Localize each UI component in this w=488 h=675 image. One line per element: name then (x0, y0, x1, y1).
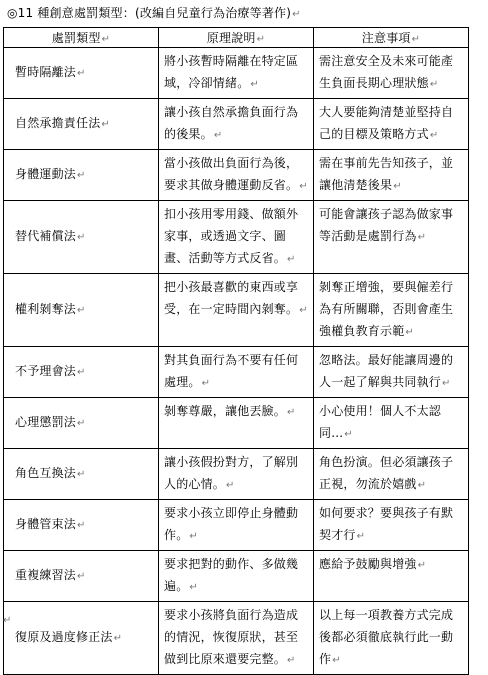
row-principle-cell: 當小孩做出負面行為後，要求其做身體運動反省。↵ (159, 150, 314, 201)
row-note-cell: 應給予鼓勵與增強↵ (314, 551, 469, 602)
row-principle-cell: 要求小孩立即停止身體動作。↵ (159, 500, 314, 551)
row-type-cell: 權利剝奪法↵ (4, 274, 159, 347)
row-principle-cell: 要求小孩將負面行為造成的情況，恢復原狀，甚至做到比原來還要完整。↵ (159, 602, 314, 675)
header-principle: 原理說明↵ (159, 28, 314, 48)
paragraph-mark-icon: ↵ (292, 9, 301, 20)
header-type: 處罰類型↵ (4, 28, 159, 48)
row-type-cell: 不予理會法↵ (4, 347, 159, 398)
row-type-cell: 身體運動法↵ (4, 150, 159, 201)
table-row (4, 150, 469, 201)
table-row (4, 48, 469, 99)
row-note-cell: 需注意安全及未來可能產生負面長期心理狀態↵ (314, 48, 469, 99)
row-principle-cell: 要求把對的動作、多做幾遍。↵ (159, 551, 314, 602)
table-row (4, 449, 469, 500)
table-row (4, 602, 469, 675)
table-row (4, 551, 469, 602)
row-note-cell: 需在事前先告知孩子，並讓他清楚後果↵ (314, 150, 469, 201)
table-row (4, 347, 469, 398)
row-principle-cell: 扣小孩用零用錢、做額外家事，或透過文字、圖畫、活動等方式反省。↵ (159, 201, 314, 274)
row-note-cell: 剝奪正增強，要與僱差行為有所關聯，否則會產生強權負教育示範↵ (314, 274, 469, 347)
table-row (4, 398, 469, 449)
row-principle-cell: 將小孩暫時隔離在特定區域，冷卻情緒。↵ (159, 48, 314, 99)
row-note-cell: 如何要求？要與孩子有默契才行↵ (314, 500, 469, 551)
row-note-cell: 以上每一項教養方式完成後都必須徹底執行此一動作↵ (314, 602, 469, 675)
header-note: 注意事項↵ (314, 28, 469, 48)
row-type-cell: 暫時隔離法↵ (4, 48, 159, 99)
row-principle-cell: 剝奪尊嚴，讓他丟臉。↵ (159, 398, 314, 449)
row-type-cell: 自然承擔責任法↵ (4, 99, 159, 150)
row-note-cell: 忽略法。最好能讓周邊的人一起了解與共同執行↵ (314, 347, 469, 398)
row-note-cell: 大人要能夠清楚並堅持自己的目標及策略方式↵ (314, 99, 469, 150)
row-note-cell: 角色扮演。但必須讓孩子正視，勿流於嬉戲↵ (314, 449, 469, 500)
row-principle-cell: 讓小孩自然承擔負面行為的後果。↵ (159, 99, 314, 150)
row-principle-cell: 讓小孩假扮對方，了解別人的心情。↵ (159, 449, 314, 500)
row-note-cell: 可能會讓孩子認為做家事等活動是處罰行為↵ (314, 201, 469, 274)
row-type-cell: 身體管束法↵ (4, 500, 159, 551)
row-type-cell: 替代補償法↵ (4, 201, 159, 274)
document-title (7, 5, 301, 23)
table-header-row (4, 28, 469, 48)
row-type-cell: 重複練習法↵ (4, 551, 159, 602)
table-row (4, 99, 469, 150)
table-row (4, 201, 469, 274)
row-note-cell: 小心使用！個人不太認同...↵ (314, 398, 469, 449)
punishment-types-table (3, 27, 469, 675)
title-text: ◎11 種創意處罰類型：(改編自兒童行為治療等著作) (7, 6, 292, 20)
row-type-cell: 心理懲罰法↵ (4, 398, 159, 449)
row-type-cell: 復原及過度修正法↵ (4, 602, 159, 675)
end-paragraph-mark-icon: ↵ (3, 615, 12, 626)
row-type-cell: 角色互換法↵ (4, 449, 159, 500)
table-row (4, 274, 469, 347)
row-principle-cell: 把小孩最喜歡的東西或享受，在一定時間內剝奪。↵ (159, 274, 314, 347)
row-principle-cell: 對其負面行為不要有任何處理。↵ (159, 347, 314, 398)
table-row (4, 500, 469, 551)
